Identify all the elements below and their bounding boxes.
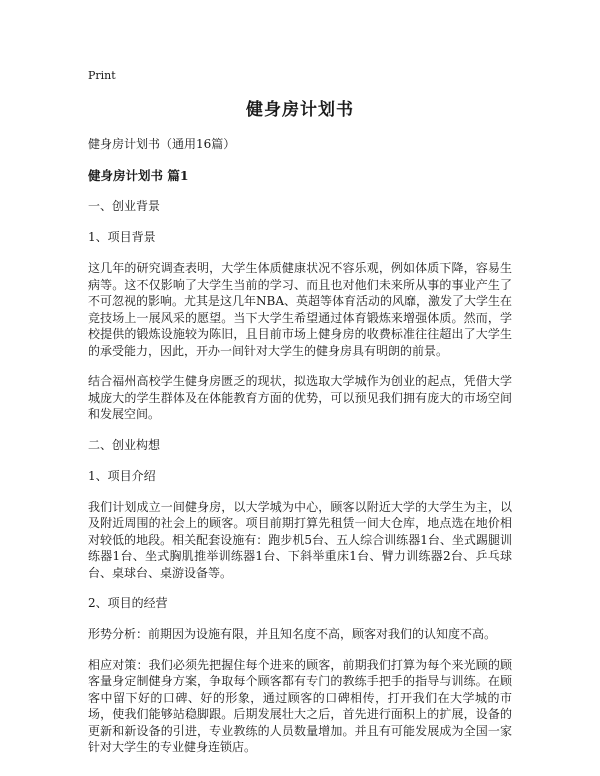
heading-startup-background: 一、创业背景 bbox=[88, 199, 161, 213]
paragraph-project-intro: 我们计划成立一间健身房，以大学城为中心，顾客以附近大学的大学生为主，以及附近周围的社会上的顾客。项目前期打算先租赁一间大仓库，地点选在地价相对较低的地段。相关配套设施有：跑步机5台、五人综合训练器1台、坐式踢腿训练器1台、坐式胸肌推举训练器1台、下斜举重床1台、臂力训练器2台、乒乓球台、桌球台、桌游设备等。 bbox=[88, 499, 512, 580]
print-label[interactable]: Print bbox=[88, 69, 116, 82]
paragraph-background-2: 结合福州高校学生健身房匮乏的现状，拟选取大学城作为创业的起点，凭借大学城庞大的学生群体及在体能教育方面的优势，可以预见我们拥有庞大的市场空间和发展空间。 bbox=[88, 374, 512, 421]
page-title: 健身房计划书 bbox=[246, 100, 354, 120]
paragraph-situation-analysis: 形势分析：前期因为设施有限，并且知名度不高，顾客对我们的认知度不高。 bbox=[88, 627, 497, 641]
heading-project-background: 1、项目背景 bbox=[88, 230, 156, 244]
heading-project-intro: 1、项目介绍 bbox=[88, 468, 156, 483]
section-title: 健身房计划书 篇1 bbox=[88, 168, 189, 183]
paragraph-countermeasures: 相应对策：我们必须先把握住每个进来的顾客，前期我们打算为每个来光顾的顾客量身定制健身方案，争取每个顾客都有专门的教练手把手的指导与训练。在顾客中留下好的口碑、好的形象，通过顾客的口碑相传，打开我们在大学城的市场，使我们能够站稳脚跟。后期发展壮大之后，首先进行面积上的扩展，设备的更新和新设备的引进，专业教练的人员数量增加。并且有可能发展成为全国一家针对大学生的专业健身连锁店。 bbox=[88, 657, 512, 754]
document-subtitle: 健身房计划书（通用16篇） bbox=[88, 137, 236, 151]
heading-project-operation: 2、项目的经营 bbox=[88, 596, 168, 610]
heading-startup-concept: 二、创业构想 bbox=[88, 437, 161, 452]
paragraph-background-1: 这几年的研究调查表明，大学生体质健康状况不容乐观，例如体质下降，容易生病等。这不仅影响了大学生当前的学习、而且也对他们未来所从事的事业产生了不可忽视的影响。尤其是这几年NBA、英超等体育活动的风靡，激发了大学生在竞技场上一展风采的愿望。当下大学生希望通过体育锻炼来增强体质。然而，学校提供的锻炼设施较为陈旧，且目前市场上健身房的收费标准往往超出了大学生的承受能力，因此，开办一间针对大学生的健身房具有明朗的前景。 bbox=[88, 261, 512, 358]
